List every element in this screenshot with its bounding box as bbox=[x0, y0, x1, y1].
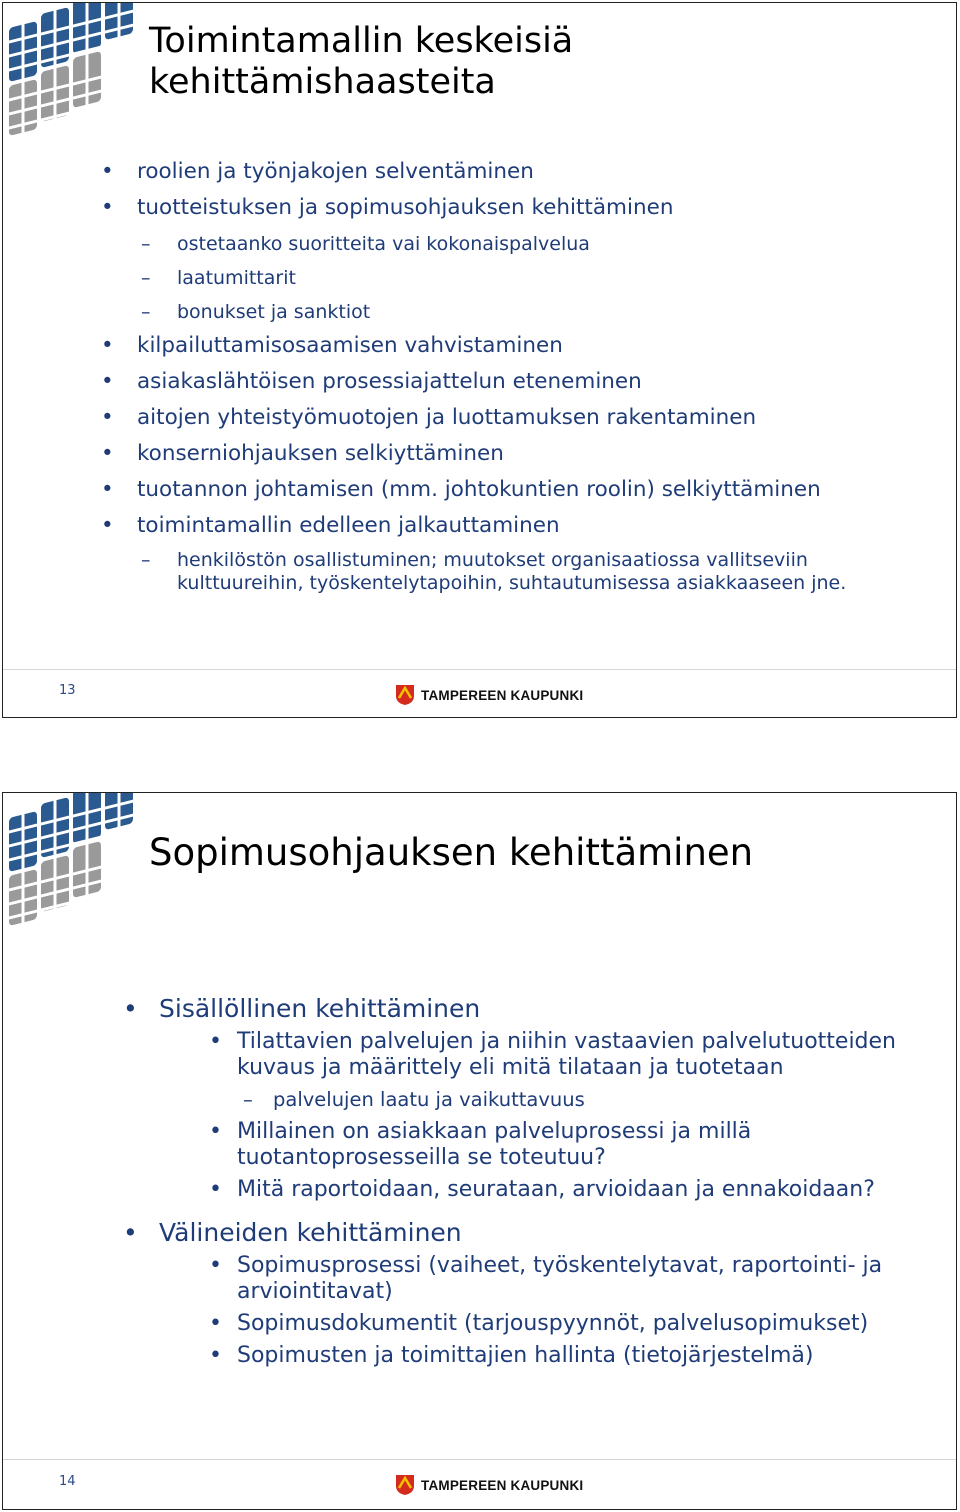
brand-name: TAMPEREEN KAUPUNKI bbox=[421, 687, 584, 703]
slide-title: Sopimusohjauksen kehittäminen bbox=[149, 831, 754, 874]
sub-bullet-item: – laatumittarit bbox=[177, 263, 927, 297]
sub-bullet-item: – palvelujen laatu ja vaikuttavuus bbox=[273, 1087, 919, 1113]
bullet-list bbox=[159, 993, 919, 1375]
slide-13 bbox=[2, 2, 957, 718]
sub-bullet-item: – bonukset ja sanktiot bbox=[177, 297, 927, 331]
bullet-item: • Sopimusdokumentit (tarjouspyynnöt, palvelusopimukset) bbox=[237, 1311, 919, 1337]
bullet-item: • Millainen on asiakkaan palveluprosessi ja millä tuotantoprosesseilla se toteutuu? bbox=[237, 1119, 919, 1171]
grid-logo-icon bbox=[5, 793, 139, 933]
footer-brand bbox=[395, 1474, 583, 1496]
bullet-item: • kilpailuttamisosaamisen vahvistaminen bbox=[137, 331, 927, 367]
page-number: 13 bbox=[59, 683, 76, 698]
bullet-item: • tuotannon johtamisen (mm. johtokuntien roolin) selkiyttäminen bbox=[137, 475, 927, 511]
grid-logo-icon bbox=[5, 3, 139, 143]
section-heading: • Välineiden kehittäminen bbox=[159, 1217, 919, 1249]
bullet-item: • toimintamallin edelleen jalkauttaminen bbox=[137, 511, 927, 547]
bullet-item: • Sopimusprosessi (vaiheet, työskentelytavat, raportointi- ja arviointitavat) bbox=[237, 1253, 919, 1305]
title-line-1: Toimintamallin keskeisiä bbox=[149, 21, 574, 61]
bullet-item: • Mitä raportoidaan, seurataan, arvioidaan ja ennakoidaan? bbox=[237, 1177, 919, 1203]
bullet-item: • Sopimusten ja toimittajien hallinta (tietojärjestelmä) bbox=[237, 1343, 919, 1369]
brand-name: TAMPEREEN KAUPUNKI bbox=[421, 1477, 584, 1493]
bullet-item: • aitojen yhteistyömuotojen ja luottamuksen rakentaminen bbox=[137, 403, 927, 439]
slide-title bbox=[149, 21, 573, 104]
bullet-item: • Tilattavien palvelujen ja niihin vastaavien palvelutuotteiden kuvaus ja määrittely eli mitä tilataan ja tuotetaan bbox=[237, 1029, 919, 1081]
bullet-item: • tuotteistuksen ja sopimusohjauksen kehittäminen bbox=[137, 193, 927, 229]
bullet-item: • asiakaslähtöisen prosessiajattelun eteneminen bbox=[137, 367, 927, 403]
footer-divider bbox=[3, 669, 956, 670]
bullet-item: • konserniohjauksen selkiyttäminen bbox=[137, 439, 927, 475]
footer-divider bbox=[3, 1459, 956, 1460]
bullet-item: • roolien ja työnjakojen selventäminen bbox=[137, 157, 927, 193]
tampere-crest-icon bbox=[395, 1474, 415, 1496]
sub-bullet-item: – ostetaanko suoritteita vai kokonaispalvelua bbox=[177, 229, 927, 263]
slide-14 bbox=[2, 792, 957, 1510]
bullet-list bbox=[137, 157, 927, 595]
title-line-2: kehittämishaasteita bbox=[149, 62, 496, 103]
footer-brand bbox=[395, 684, 583, 706]
section-heading: • Sisällöllinen kehittäminen bbox=[159, 993, 919, 1025]
page-number: 14 bbox=[59, 1474, 76, 1489]
sub-bullet-item: – henkilöstön osallistuminen; muutokset organisaatiossa vallitseviin kulttuureihin, työskentelytapoihin, suhtautumisessa asiakkaaseen jne. bbox=[177, 547, 927, 595]
tampere-crest-icon bbox=[395, 684, 415, 706]
